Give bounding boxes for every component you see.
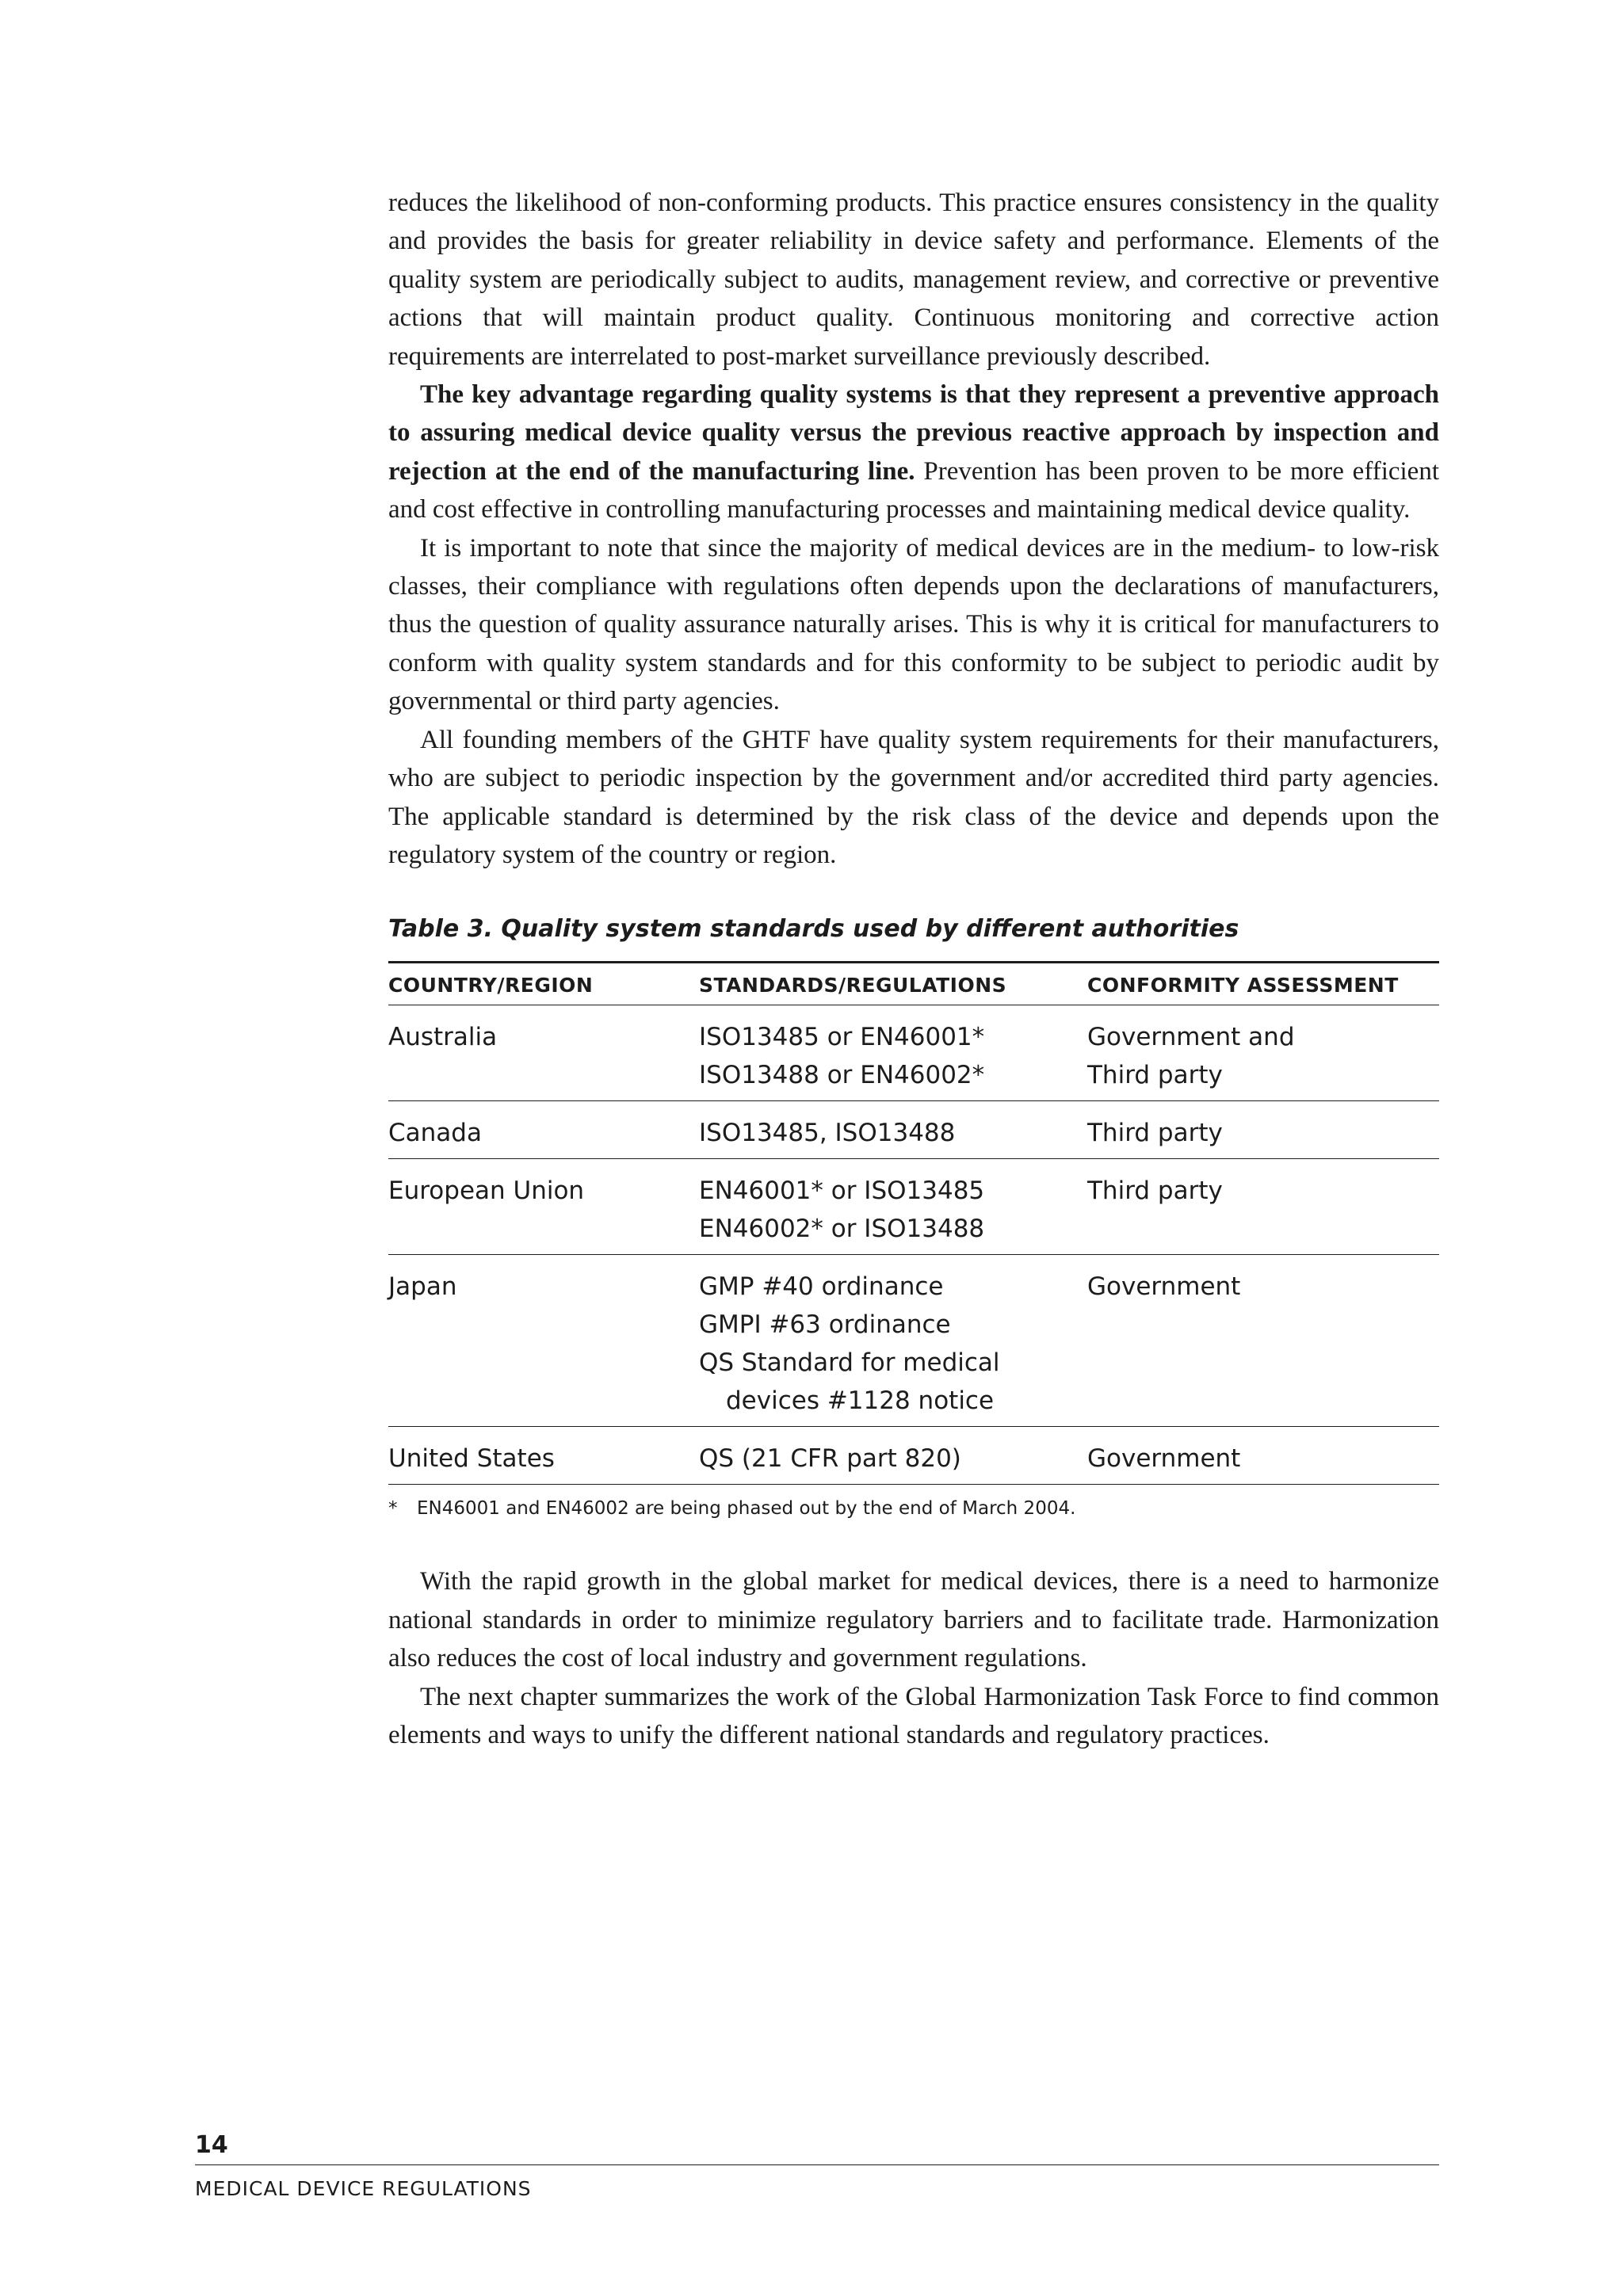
- assessment-line: Government: [1087, 1444, 1241, 1474]
- footnote-mark: *: [388, 1498, 398, 1520]
- closing-paragraph-1: [388, 1562, 1439, 1677]
- running-title: MEDICAL DEVICE REGULATIONS: [195, 2177, 532, 2200]
- cell-country: Australia: [388, 1005, 699, 1101]
- table-row: [388, 1427, 1439, 1485]
- paragraph-3: [388, 529, 1439, 721]
- assessment-line: Third party: [1087, 1119, 1223, 1148]
- assessment-line: Government: [1087, 1272, 1241, 1302]
- paragraph-2-bold: The key advantage regarding quality systems is that they represent a preventive approach to assuring medical device quality versus the previous reactive approach by inspection and rejection at the end of the manufacturing line.: [388, 380, 1439, 486]
- cell-country: European Union: [388, 1159, 699, 1255]
- table-footnote: [388, 1494, 1439, 1523]
- header-assessment: CONFORMITY ASSESSMENT: [1087, 963, 1439, 1005]
- closing-paragraph-2: [388, 1678, 1439, 1755]
- cell-standards: [699, 1159, 1087, 1255]
- cell-assessment: [1087, 1159, 1439, 1255]
- table-caption: Table 3. Quality system standards used by different authorities: [388, 915, 1239, 944]
- paragraph-2-text: Prevention has been proven to be more efficient and cost effective in controlling manufacturing processes and maintaining medical device quality.: [388, 456, 1439, 524]
- standard-line: ISO13485 or EN46001*: [699, 1023, 985, 1052]
- standard-line: GMPI #63 ordinance: [699, 1310, 951, 1340]
- table-row: [388, 1159, 1439, 1255]
- standard-line: ISO13488 or EN46002*: [699, 1061, 985, 1090]
- cell-standards: [699, 1005, 1087, 1101]
- cell-standards: [699, 1427, 1087, 1485]
- paragraph-4-text: All founding members of the GHTF have quality system requirements for their manufacturers, who are subject to periodic inspection by the government and/or accredited third party agencies. The applicable standard is determined by the risk class of the device and depends upon the regulatory system of the country or region.: [388, 725, 1439, 869]
- table-row: [388, 1005, 1439, 1101]
- header-standards: STANDARDS/REGULATIONS: [699, 963, 1087, 1005]
- cell-standards: [699, 1101, 1087, 1159]
- cell-country: United States: [388, 1427, 699, 1485]
- header-country: COUNTRY/REGION: [388, 963, 699, 1005]
- assessment-line: Government and: [1087, 1023, 1295, 1052]
- closing-paragraph-2-text: The next chapter summarizes the work of the Global Harmonization Task Force to find common elements and ways to unify the different national standards and regulatory practices.: [388, 1682, 1439, 1749]
- closing-paragraph-1-text: With the rapid growth in the global market for medical devices, there is a need to harmonize national standards in order to minimize regulatory barriers and to facilitate trade. Harmonization also reduces the cost of local industry and government regulations.: [388, 1567, 1439, 1673]
- standard-line: EN46001* or ISO13485: [699, 1177, 985, 1206]
- cell-country: Canada: [388, 1101, 699, 1159]
- standard-line: EN46002* or ISO13488: [699, 1215, 985, 1244]
- cell-country: Japan: [388, 1255, 699, 1427]
- paragraph-1: [388, 184, 1439, 376]
- table-row: [388, 1255, 1439, 1427]
- quality-standards-table: [388, 961, 1439, 1485]
- standard-line: ISO13485, ISO13488: [699, 1119, 956, 1148]
- table-header-row: [388, 963, 1439, 1005]
- paragraph-2: [388, 376, 1439, 529]
- standard-line: QS (21 CFR part 820): [699, 1444, 961, 1474]
- standard-line: devices #1128 notice: [726, 1386, 995, 1416]
- assessment-line: Third party: [1087, 1061, 1223, 1090]
- cell-assessment: [1087, 1427, 1439, 1485]
- cell-assessment: [1087, 1101, 1439, 1159]
- standard-line: QS Standard for medical: [699, 1348, 1000, 1378]
- table-row: [388, 1101, 1439, 1159]
- standard-line: GMP #40 ordinance: [699, 1272, 944, 1302]
- cell-standards: [699, 1255, 1087, 1427]
- page-body: [388, 184, 1439, 1754]
- page-number: 14: [195, 2131, 1439, 2165]
- paragraph-3-text: It is important to note that since the majority of medical devices are in the medium- to low-risk classes, their compliance with regulations often depends upon the declarations of manufacturers, thus the question of quality assurance naturally arises. This is why it is critical for manufacturers to conform with quality system standards and for this conformity to be subject to periodic audit by governmental or third party agencies.: [388, 533, 1439, 716]
- footnote-text: EN46001 and EN46002 are being phased out by the end of March 2004.: [417, 1498, 1076, 1520]
- paragraph-1-text: reduces the likelihood of non-conforming products. This practice ensures consistency in the quality and provides the basis for greater reliability in device safety and performance. Elements of the quality system are periodically subject to audits, management review, and corrective or preventive actions that will maintain product quality. Continuous monitoring and corrective action requirements are interrelated to post-market surveillance previously described.: [388, 189, 1439, 371]
- cell-assessment: [1087, 1255, 1439, 1427]
- paragraph-4: [388, 721, 1439, 875]
- assessment-line: Third party: [1087, 1177, 1223, 1206]
- cell-assessment: [1087, 1005, 1439, 1101]
- page-footer: [195, 2131, 1439, 2202]
